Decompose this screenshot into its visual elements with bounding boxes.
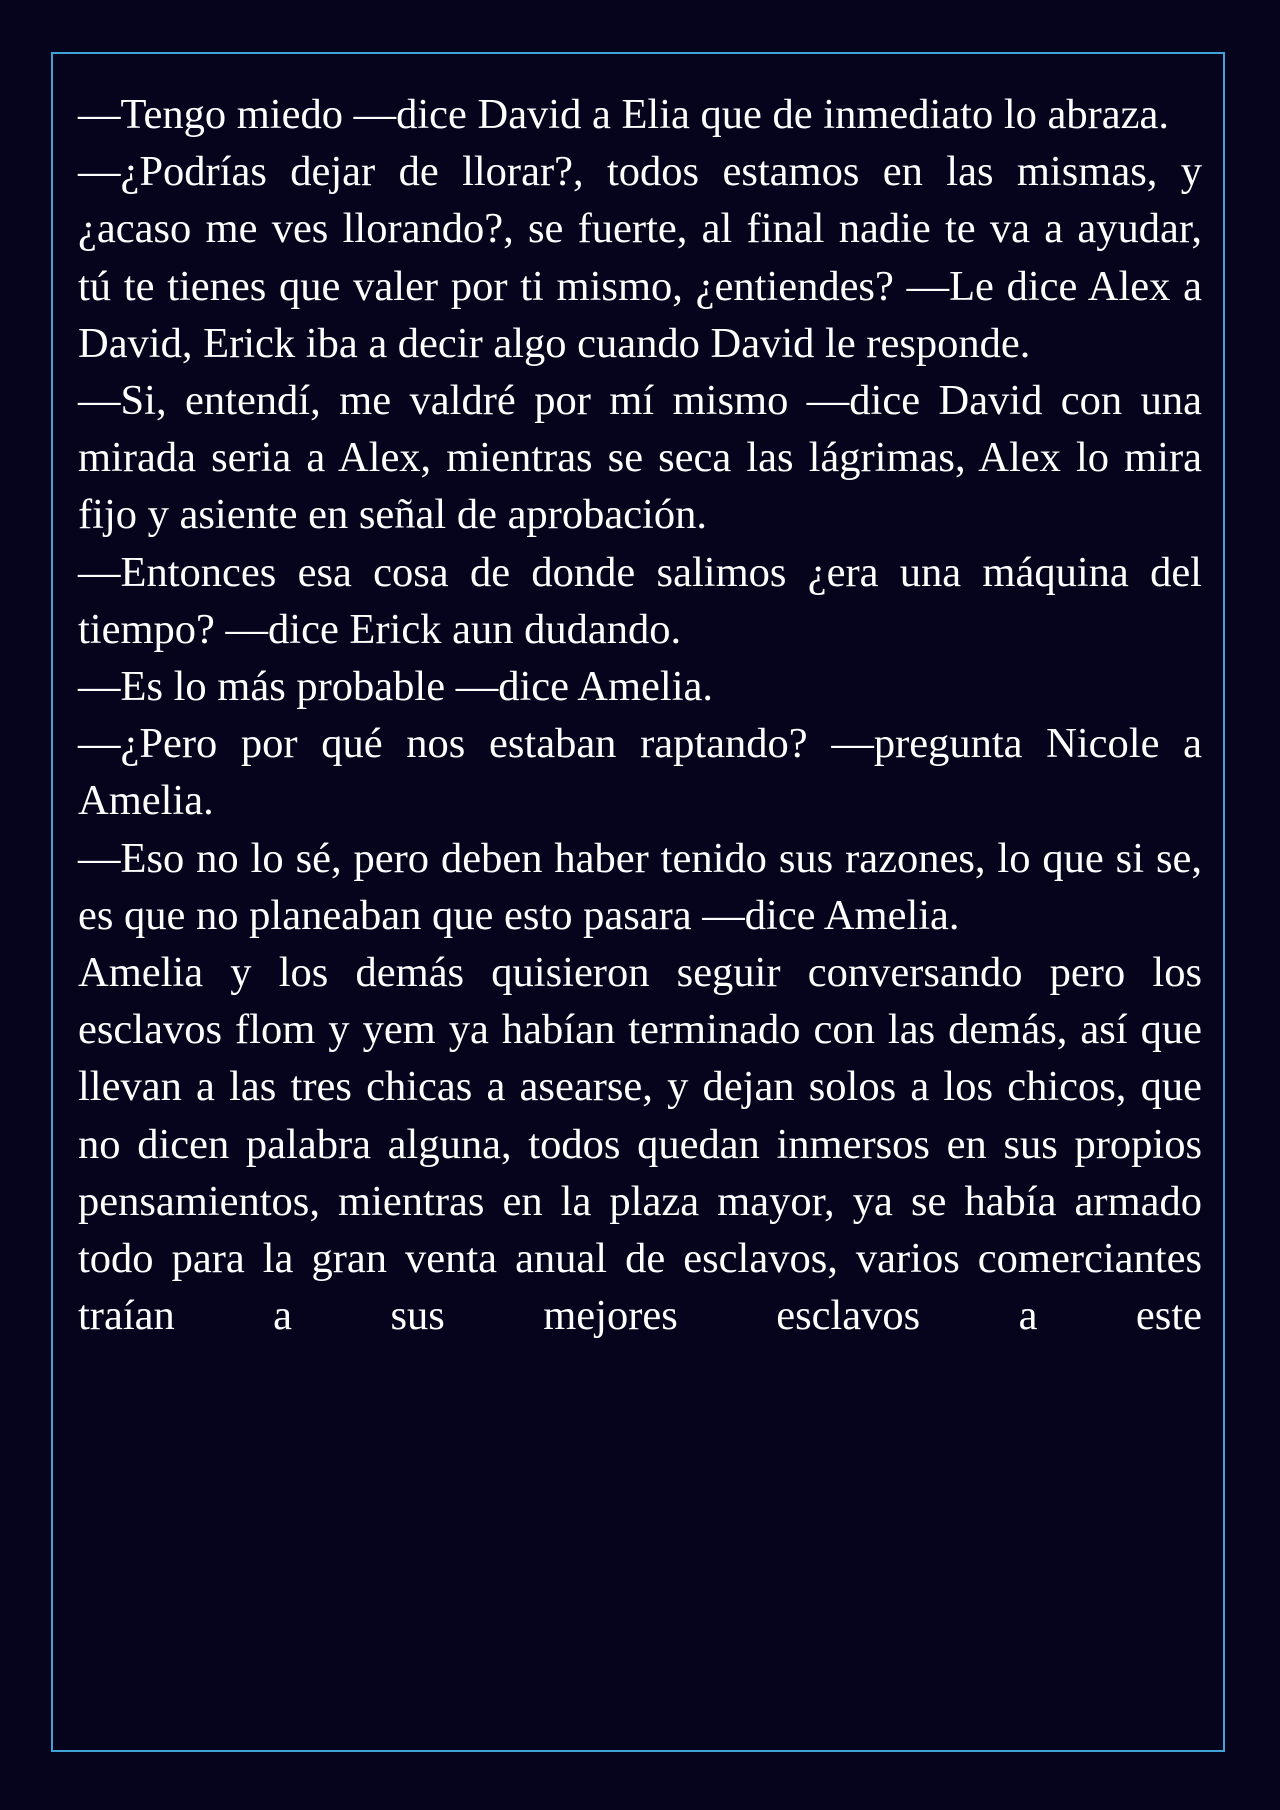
- paragraph: —Si, entendí, me valdré por mí mismo —dice David con una mirada seria a Alex, mientras se seca las lágrimas, Alex lo mira fijo y asiente en señal de aprobación.: [78, 377, 1202, 539]
- paragraph: —Entonces esa cosa de donde salimos ¿era una máquina del tiempo? —dice Erick aun dudando.: [78, 548, 1202, 653]
- paragraph: —Tengo miedo —dice David a Elia que de inmediato lo abraza.: [78, 91, 1170, 138]
- paragraph: Amelia y los demás quisieron seguir conversando pero los esclavos flom y yem ya habían terminado con las demás, así que llevan a las tres chicas a asearse, y dejan solos a los chicos, que no dicen palabra alguna, todos quedan inmersos en sus propios pensamientos, mientras en la plaza mayor, ya se había armado todo para la gran venta anual de esclavos, varios comerciantes traían a sus mejores esclavos a este: [78, 949, 1202, 1340]
- paragraph: —Es lo más probable —dice Amelia.: [78, 663, 713, 711]
- paragraph: —¿Pero por qué nos estaban raptando? —pregunta Nicole a Amelia.: [78, 720, 1202, 825]
- paragraph: —Eso no lo sé, pero deben haber tenido sus razones, lo que si se, es que no planeaban que esto pasara —dice Amelia.: [78, 834, 1202, 939]
- book-page-text: [78, 86, 1202, 1344]
- paragraph: —¿Podrías dejar de llorar?, todos estamos en las mismas, y ¿acaso me ves llorando?, se fuerte, al final nadie te va a ayudar, tú te tienes que valer por ti mismo, ¿entiendes? —Le dice Alex a David, Erick iba a decir algo cuando David le responde.: [78, 148, 1202, 367]
